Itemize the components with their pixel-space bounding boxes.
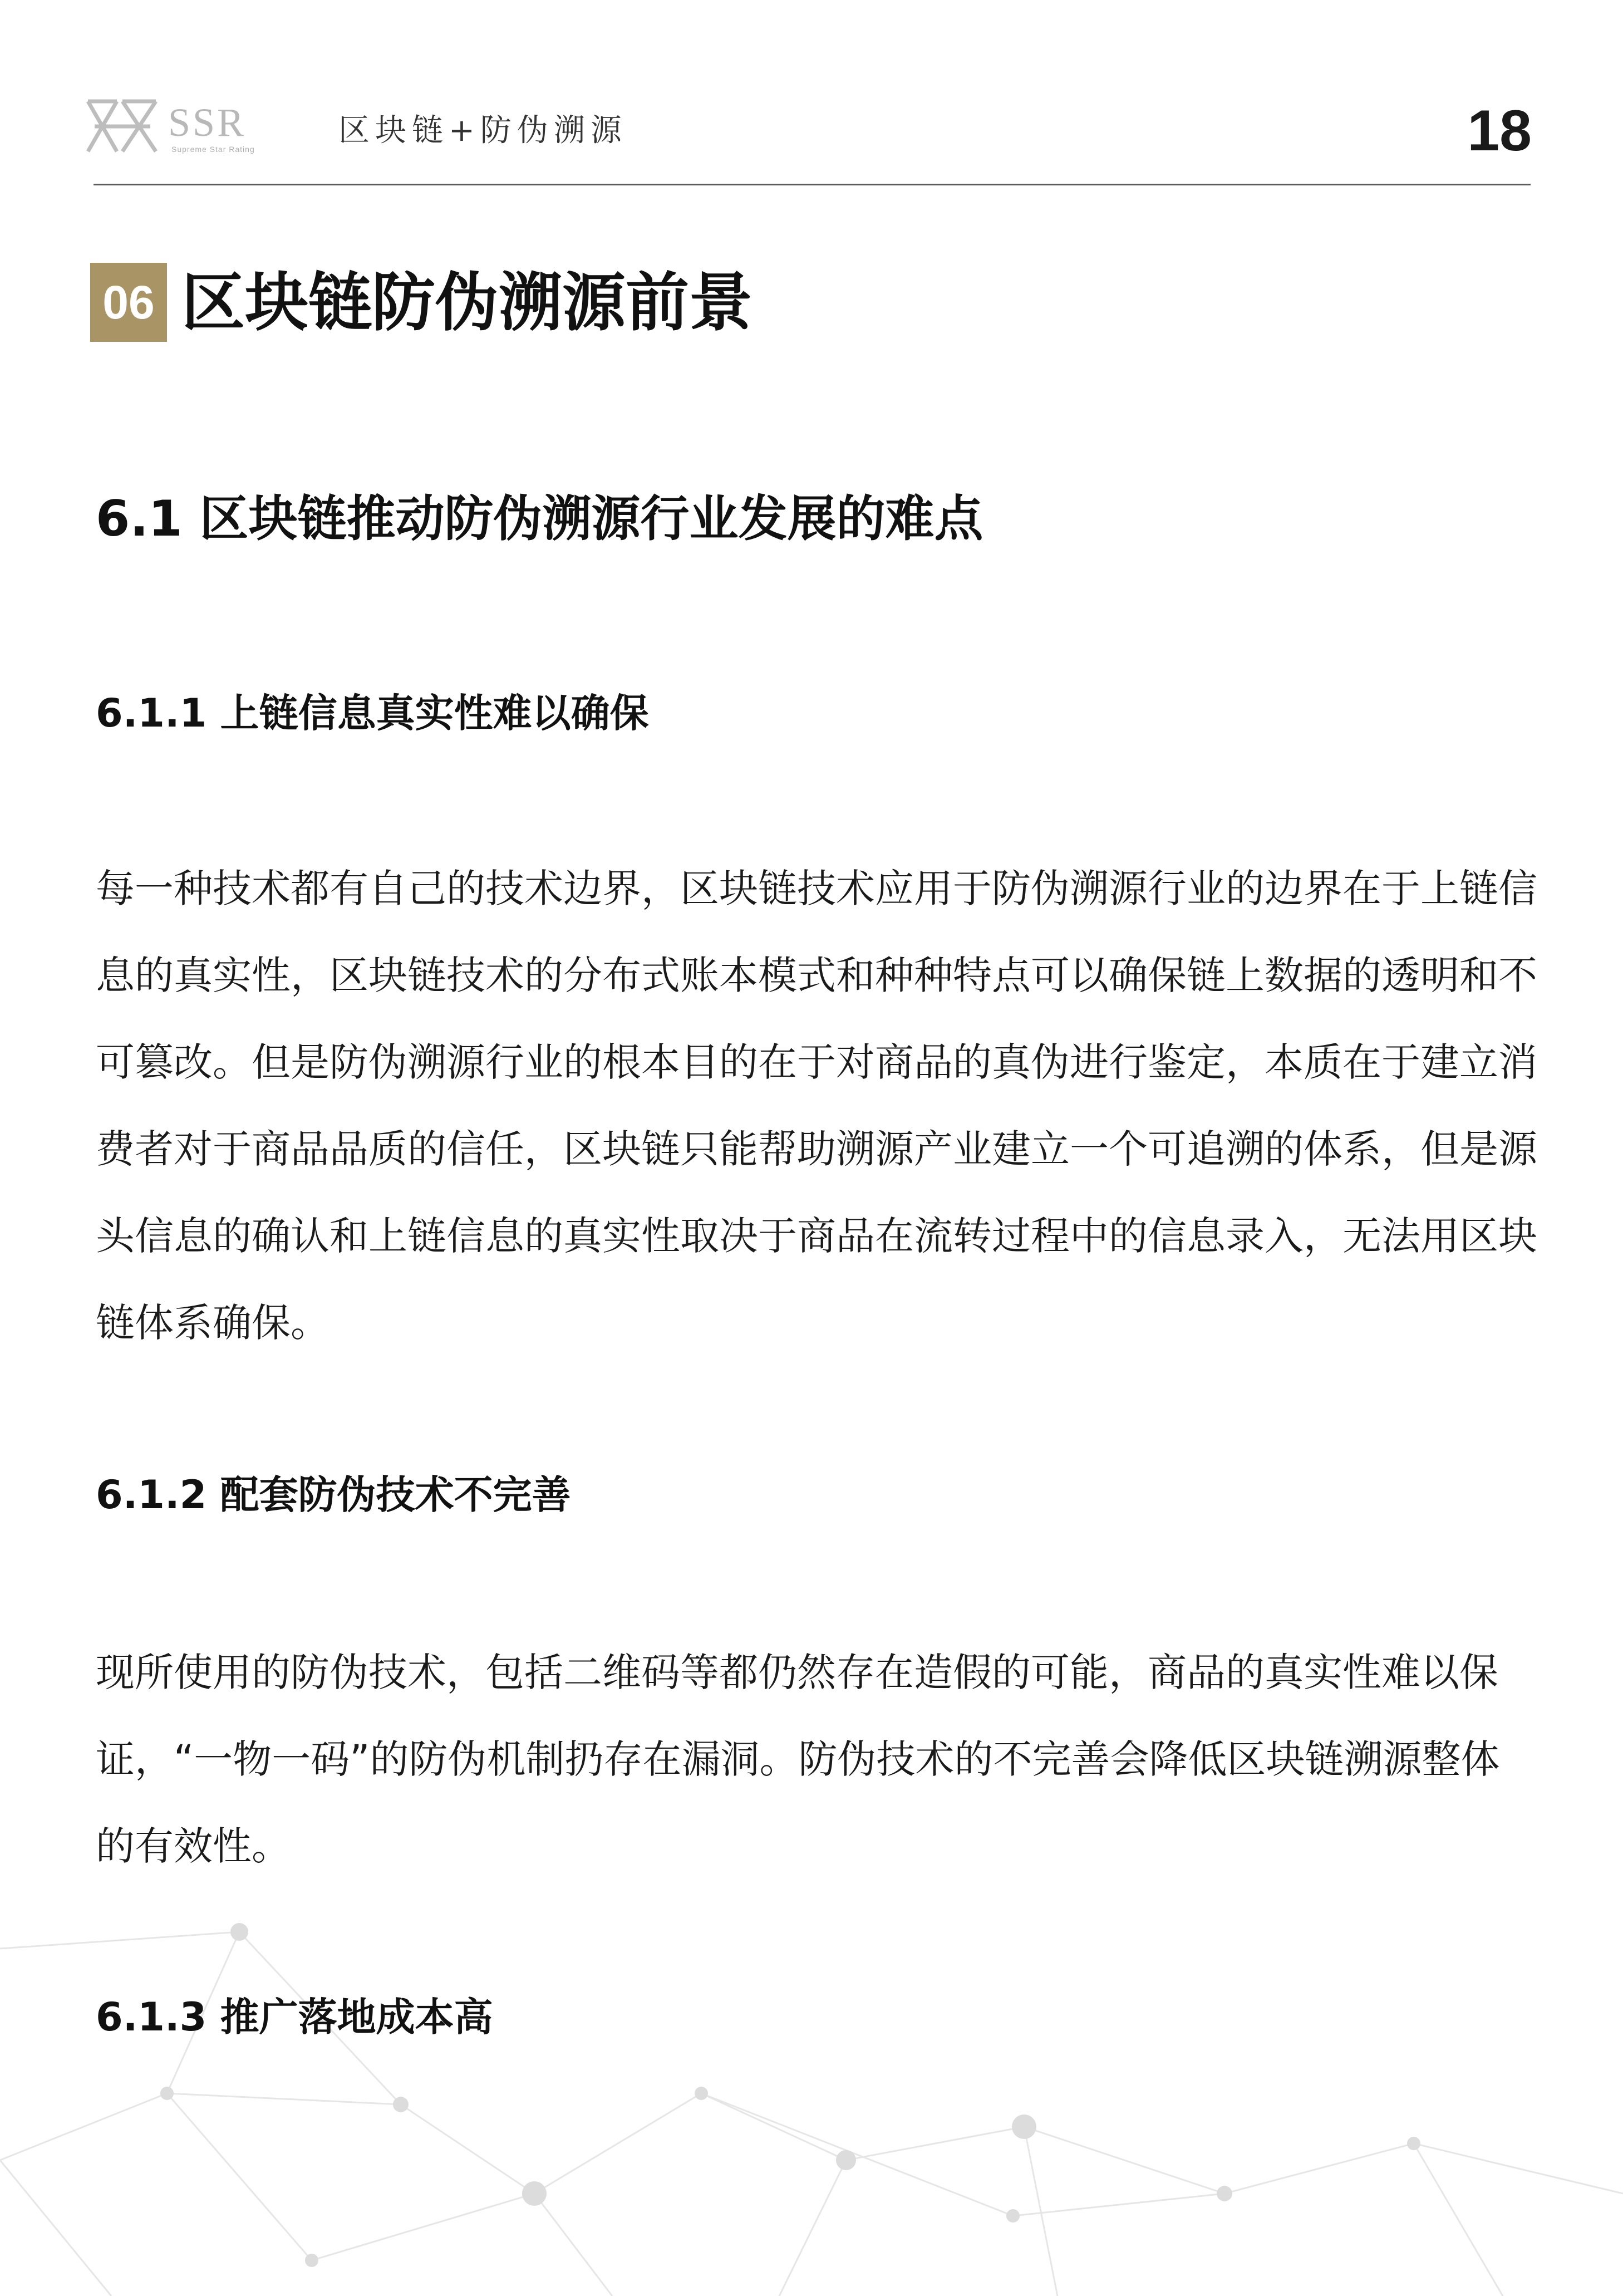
subsection-paragraph-1: 每一种技术都有自己的技术边界，区块链技术应用于防伪溯源行业的边界在于上链信息的真实性，区块链技术的分布式账本模式和种种特点可以确保链上数据的透明和不可篡改。但是防伪溯源行业的根本目的在于对商品的真伪进行鉴定，本质在于建立消费者对于商品品质的信任，区块链只能帮助溯源产业建立一个可追溯的体系，但是源头信息的确认和上链信息的真实性取决于商品在流转过程中的信息录入，无法用区块链体系确保。 bbox=[96, 866, 1537, 1346]
network-background-graphic bbox=[0, 1882, 1623, 2296]
subsection-heading-1: 6.1.1 上链信息真实性难以确保 bbox=[96, 690, 649, 736]
subsection-paragraph-2: 现所使用的防伪技术，包括二维码等都仍然存在造假的可能，商品的真实性难以保证，“一物一码”的防伪机制扔存在漏洞。防伪技术的不完善会降低区块链溯源整体的有效性。 bbox=[96, 1650, 1500, 1869]
page-number: 18 bbox=[1467, 99, 1532, 163]
section-heading: 6.1 区块链推动防伪溯源行业发展的难点 bbox=[96, 490, 983, 547]
document-title: 区块链+防伪溯源 bbox=[338, 112, 627, 149]
chapter-title: 区块链防伪溯源前景 bbox=[181, 266, 753, 340]
logo-text: SSR bbox=[168, 100, 247, 145]
ssr-logo bbox=[83, 96, 273, 163]
logo-subtext: Supreme Star Rating bbox=[171, 145, 255, 154]
logo-mark-icon bbox=[83, 96, 161, 157]
subsection-heading-2: 6.1.2 配套防伪技术不完善 bbox=[96, 1472, 571, 1518]
subsection-heading-3: 6.1.3 推广落地成本高 bbox=[96, 1994, 493, 2040]
chapter-number-badge: 06 bbox=[90, 263, 167, 342]
header-divider bbox=[94, 184, 1531, 185]
